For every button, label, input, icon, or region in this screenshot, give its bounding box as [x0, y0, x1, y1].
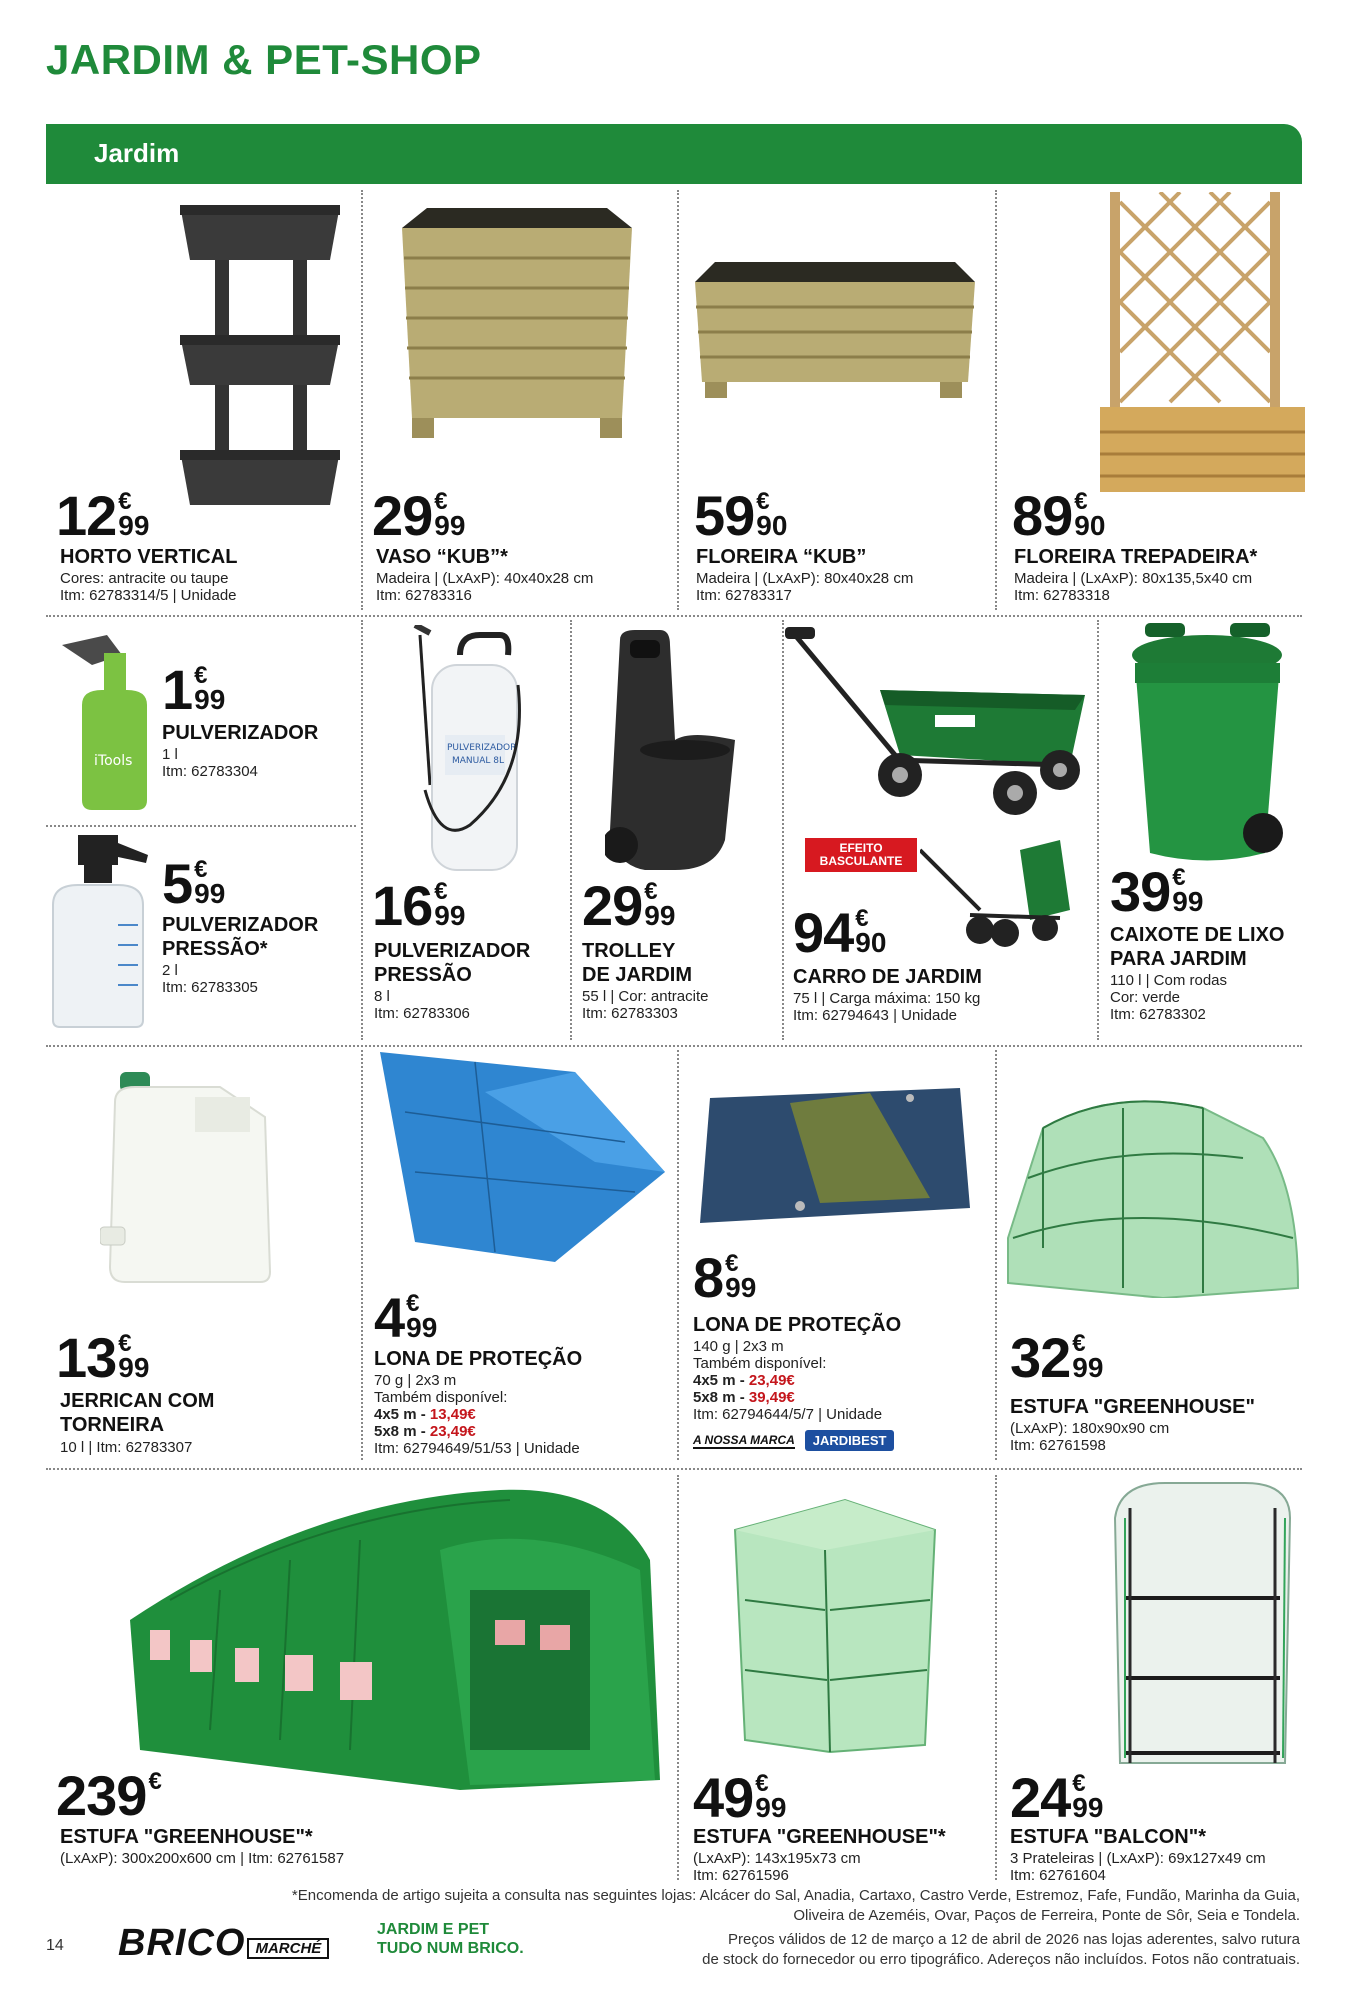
page-number: 14 — [46, 1937, 64, 1954]
trellis-planter-image — [1100, 192, 1310, 502]
divider — [46, 1468, 1302, 1470]
garden-cart-tipped-image — [920, 840, 1080, 950]
product-name: LONA DE PROTEÇÃO — [374, 1348, 583, 1370]
divider — [46, 1045, 1302, 1047]
tunnel-greenhouse-image — [110, 1480, 670, 1800]
product-desc: Madeira | (LxAxP): 40x40x28 cm Itm: 62783316 — [376, 570, 594, 604]
divider — [46, 825, 356, 827]
validity-notice: Preços válidos de 12 de março a 12 de abril de 2026 nas lojas aderentes, salvo rutura de stock do fornecedor ou erro tipográfico. Adereços não incluídos. Fotos não contratuais. — [702, 1931, 1300, 1968]
divider — [361, 1050, 363, 1460]
price-tag: 1 € 99 — [162, 658, 226, 721]
product-desc: (LxAxP): 300x200x600 cm | Itm: 62761587 — [60, 1850, 345, 1867]
tipping-badge: EFEITO BASCULANTE — [805, 838, 917, 872]
divider — [677, 1050, 679, 1460]
brand-row — [693, 1430, 894, 1451]
product-desc: 8 l Itm: 62783306 — [374, 988, 470, 1022]
divider — [782, 620, 784, 1040]
product-desc: 110 l | Com rodas Cor: verde Itm: 62783302 — [1110, 972, 1228, 1023]
price-tag: 29 € 99 — [582, 874, 676, 937]
slogan: JARDIM E PET TUDO NUM BRICO. — [377, 1921, 524, 1958]
price-tag: 49 € 99 — [693, 1766, 787, 1829]
dark-tarp-image — [700, 1088, 970, 1228]
divider — [995, 1050, 997, 1460]
price-tag: 12 € 99 — [56, 484, 150, 547]
wooden-flower-box-image — [690, 262, 980, 402]
product-name: PULVERIZADOR — [162, 722, 319, 744]
product-desc: 55 l | Cor: antracite Itm: 62783303 — [582, 988, 709, 1022]
product-name: TROLLEY DE JARDIM — [582, 940, 693, 986]
product-name: PULVERIZADOR PRESSÃO — [374, 940, 531, 986]
blue-tarp-image — [375, 1052, 670, 1267]
own-brand-label: A NOSSA MARCA — [693, 1432, 795, 1447]
price-tag: 29 € 99 — [372, 484, 466, 547]
product-name: ESTUFA "BALCON"* — [1010, 1826, 1207, 1848]
product-desc: 2 l Itm: 62783305 — [162, 962, 258, 996]
product-desc: (LxAxP): 180x90x90 cm Itm: 62761598 — [1010, 1420, 1170, 1454]
page-title: JARDIM & PET-SHOP — [46, 36, 482, 83]
product-desc: Cores: antracite ou taupe Itm: 62783314/5 | Unidade — [60, 570, 237, 604]
product-desc: 75 l | Carga máxima: 150 kg Itm: 62794643 | Unidade — [793, 990, 981, 1024]
product-name: CARRO DE JARDIM — [793, 966, 982, 988]
price-tag: 5 € 99 — [162, 852, 226, 915]
jardibest-logo: JARDIBEST — [805, 1430, 895, 1451]
svg-text:MANUAL 8L: MANUAL 8L — [452, 756, 505, 766]
section-title: Jardim — [94, 138, 180, 168]
product-name: ESTUFA "GREENHOUSE" — [1010, 1396, 1255, 1418]
spray-bottle-image — [52, 625, 162, 815]
product-desc: Madeira | (LxAxP): 80x135,5x40 cm Itm: 62783318 — [1014, 570, 1253, 604]
price-tag: 239 € — [56, 1764, 162, 1827]
divider — [1097, 620, 1099, 1040]
garden-trolley-image — [605, 630, 745, 880]
pressure-sprayer-image — [400, 625, 530, 880]
pressure-sprayer-small-image — [48, 835, 158, 1030]
divider — [361, 190, 363, 610]
price-tag: 13 € 99 — [56, 1326, 150, 1389]
product-name: JERRICAN COM TORNEIRA — [60, 1390, 215, 1436]
divider — [570, 620, 572, 1040]
product-desc: 1 l Itm: 62783304 — [162, 746, 258, 780]
divider — [995, 190, 997, 610]
divider — [995, 1475, 997, 1880]
product-desc: (LxAxP): 143x195x73 cm Itm: 62761596 — [693, 1850, 861, 1884]
product-desc: 140 g | 2x3 m Também disponível: 4x5 m - 23,49€ 5x8 m - 39,49€ Itm: 62794644/5/7 | Unidade — [693, 1338, 883, 1423]
price-tag: 16 € 99 — [372, 874, 466, 937]
product-name: FLOREIRA “KUB” — [696, 546, 867, 568]
walk-in-greenhouse-image — [725, 1490, 945, 1755]
price-tag: 8 € 99 — [693, 1246, 757, 1309]
price-tag: 4 € 99 — [374, 1286, 438, 1349]
product-name: ESTUFA "GREENHOUSE"* — [693, 1826, 946, 1848]
product-name: PULVERIZADOR PRESSÃO* — [162, 914, 319, 960]
balcony-greenhouse-image — [1105, 1478, 1300, 1768]
price-tag: 32 € 99 — [1010, 1326, 1104, 1389]
product-desc: 3 Prateleiras | (LxAxP): 69x127x49 cm Itm: 62761604 — [1010, 1850, 1266, 1884]
brico-marche-logo: BRICO MARCHÉ — [118, 1922, 329, 1965]
divider — [677, 190, 679, 610]
garden-cart-image — [785, 625, 1090, 820]
product-name: ESTUFA "GREENHOUSE"* — [60, 1826, 313, 1848]
divider — [46, 615, 1302, 617]
small-greenhouse-image — [1003, 1088, 1303, 1298]
footnote: *Encomenda de artigo sujeita a consulta nas seguintes lojas: Alcácer do Sal, Anadia, Cartaxo, Castro Verde, Estremoz, Fafe, Fundão, Marinha da Guia, Oliveira de Azeméis, Ovar, Paços de Ferreira, Ponte de Sôr, Seia e Tondela. — [291, 1887, 1300, 1924]
product-name: VASO “KUB”* — [376, 546, 508, 568]
divider — [361, 620, 363, 1040]
svg-text:PULVERIZADOR: PULVERIZADOR — [447, 743, 517, 753]
price-tag: 59 € 90 — [694, 484, 788, 547]
divider — [677, 1475, 679, 1880]
product-desc: Madeira | (LxAxP): 80x40x28 cm Itm: 62783317 — [696, 570, 914, 604]
svg-text:iTools: iTools — [94, 753, 133, 769]
product-name: LONA DE PROTEÇÃO — [693, 1314, 902, 1336]
price-tag: 24 € 99 — [1010, 1766, 1104, 1829]
garden-waste-bin-image — [1125, 623, 1290, 868]
price-tag: 39 € 99 — [1110, 860, 1204, 923]
wooden-planter-image — [392, 208, 642, 448]
section-header — [46, 124, 1302, 184]
product-name: FLOREIRA TREPADEIRA* — [1014, 546, 1258, 568]
product-desc: 10 l | Itm: 62783307 — [60, 1439, 193, 1456]
product-desc: 70 g | 2x3 m Também disponível: 4x5 m - 13,49€ 5x8 m - 23,49€ Itm: 62794649/51/53 | Unidade — [374, 1372, 580, 1457]
vertical-planter-image — [175, 205, 345, 515]
price-tag: 89 € 90 — [1012, 484, 1106, 547]
product-name: HORTO VERTICAL — [60, 546, 238, 568]
price-tag: 94 € 90 — [793, 901, 887, 964]
product-name: CAIXOTE DE LIXO PARA JARDIM — [1110, 924, 1285, 970]
water-jerrican-image — [100, 1062, 280, 1287]
